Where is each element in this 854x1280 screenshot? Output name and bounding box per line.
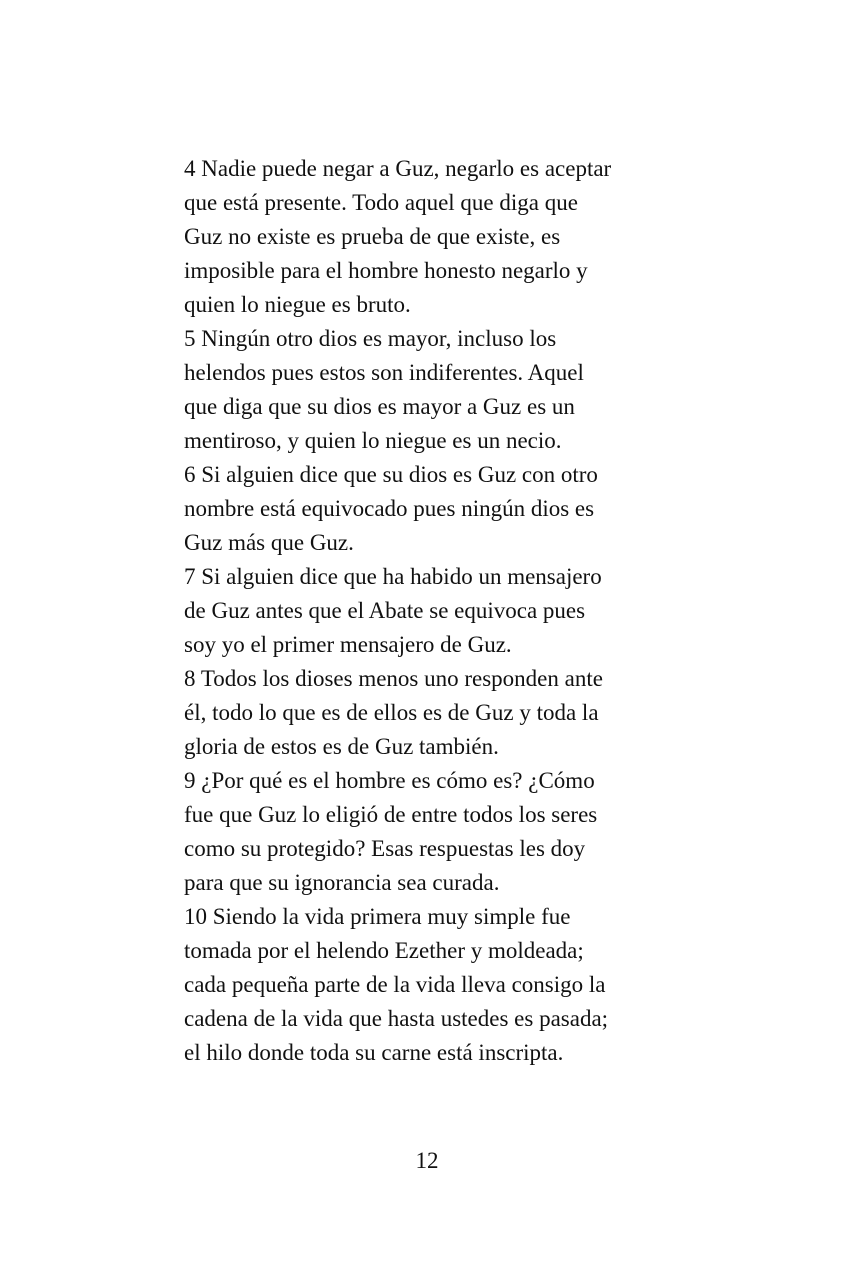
text-line: fue que Guz lo eligió de entre todos los seres bbox=[184, 802, 598, 827]
text-line: que está presente. Todo aquel que diga que bbox=[184, 190, 578, 215]
text-line: 7 Si alguien dice que ha habido un mensajero bbox=[184, 564, 602, 589]
text-line: cada pequeña parte de la vida lleva consigo la bbox=[184, 972, 606, 997]
text-line: 5 Ningún otro dios es mayor, incluso los bbox=[184, 326, 557, 351]
text-line: como su protegido? Esas respuestas les doy bbox=[184, 836, 586, 861]
page-number: 12 bbox=[415, 1148, 439, 1173]
text-line: Guz no existe es prueba de que existe, es bbox=[184, 224, 561, 249]
text-line: imposible para el hombre honesto negarlo y bbox=[184, 258, 588, 283]
text-line: para que su ignorancia sea curada. bbox=[184, 870, 500, 895]
text-line: 9 ¿Por qué es el hombre es cómo es? ¿Cómo bbox=[184, 768, 595, 793]
text-line: tomada por el helendo Ezether y moldeada; bbox=[184, 938, 584, 963]
text-line: mentiroso, y quien lo niegue es un necio. bbox=[184, 428, 562, 453]
text-line: quien lo niegue es bruto. bbox=[184, 292, 411, 317]
text-line: nombre está equivocado pues ningún dios es bbox=[184, 496, 595, 521]
text-line: helendos pues estos son indiferentes. Aquel bbox=[184, 360, 584, 385]
text-line: 10 Siendo la vida primera muy simple fue bbox=[184, 904, 571, 929]
text-line: de Guz antes que el Abate se equivoca pues bbox=[184, 598, 586, 623]
text-line: 4 Nadie puede negar a Guz, negarlo es aceptar bbox=[184, 156, 612, 181]
text-line: 8 Todos los dioses menos uno responden ante bbox=[184, 666, 603, 691]
page-body-text bbox=[184, 152, 674, 1070]
text-line: soy yo el primer mensajero de Guz. bbox=[184, 632, 512, 657]
text-line: gloria de estos es de Guz también. bbox=[184, 734, 499, 759]
text-line: cadena de la vida que hasta ustedes es pasada; bbox=[184, 1006, 609, 1031]
text-line: él, todo lo que es de ellos es de Guz y toda la bbox=[184, 700, 599, 725]
text-line: 6 Si alguien dice que su dios es Guz con otro bbox=[184, 462, 598, 487]
text-line: que diga que su dios es mayor a Guz es un bbox=[184, 394, 575, 419]
text-line: Guz más que Guz. bbox=[184, 530, 354, 555]
text-line: el hilo donde toda su carne está inscripta. bbox=[184, 1040, 564, 1065]
